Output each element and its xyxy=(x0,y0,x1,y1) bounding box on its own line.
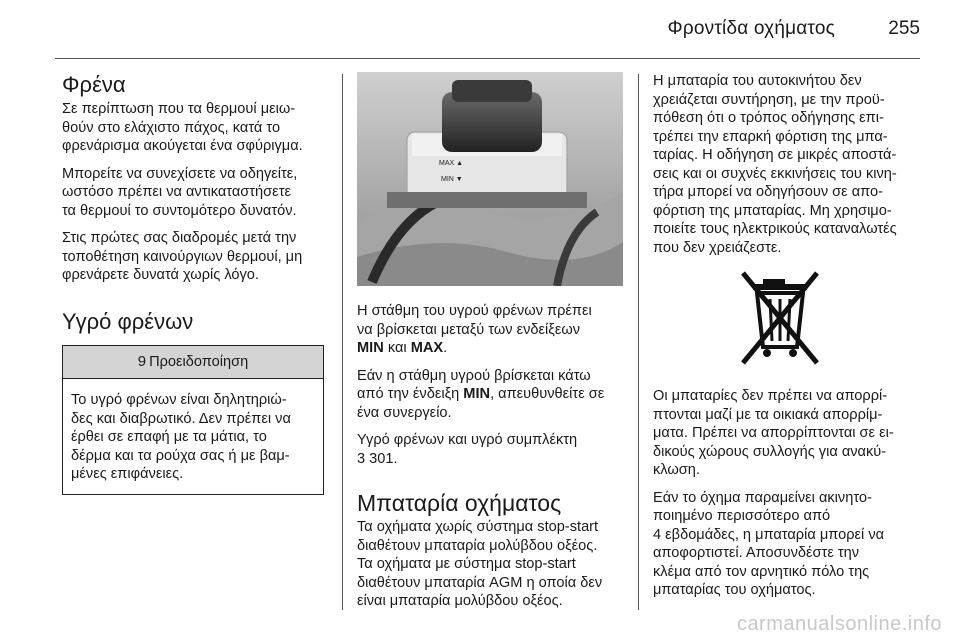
text-fragment: και xyxy=(383,340,411,356)
text-line: θούν στο ελάχιστο πάχος, κατά το xyxy=(62,119,281,136)
text-line: Η μπαταρία του αυτοκινήτου δεν xyxy=(653,73,862,89)
heading-brake-fluid: Υγρό φρένων xyxy=(62,308,194,334)
text-line: αποφορτιστεί. Αποσυνδέστε την xyxy=(653,545,860,561)
paragraph-battery-storage xyxy=(653,489,923,600)
text-line: Το υγρό φρένων είναι δηλητηριώ- xyxy=(71,392,287,408)
text-line: ταρίας. Η οδήγηση σε μικρές αποστά- xyxy=(653,147,897,163)
page-header-title: Φροντίδα οχήματος xyxy=(667,18,835,39)
paragraph-fluid-reference xyxy=(357,431,625,468)
text-fragment: , απευθυνθείτε σε xyxy=(490,386,605,402)
text-line: χρειάζεται συντήρηση, με την προϋ- xyxy=(653,91,885,108)
warning-header xyxy=(63,346,323,380)
text-line: Εάν το όχημα παραμείνει ακινητο- xyxy=(653,489,872,506)
paragraph-battery-maintenance xyxy=(653,72,923,257)
page-number: 255 xyxy=(888,18,920,39)
text-fragment: . xyxy=(443,340,448,356)
column-1 xyxy=(62,72,328,495)
text-line: δέρμα και τα ρούχα σας ή με βαμ- xyxy=(71,447,290,464)
paragraph-fluid-level xyxy=(357,302,625,358)
min-label: MIN xyxy=(357,340,384,356)
text-line: τρέπει την επαρκή φόρτιση της μπα- xyxy=(653,128,888,145)
heading-brakes: Φρένα xyxy=(62,72,126,97)
text-line: Τα οχήματα χωρίς σύστημα stop-start xyxy=(357,519,599,535)
warning-box xyxy=(62,345,324,495)
text-line: Μπορείτε να συνεχίσετε να οδηγείτε, xyxy=(62,165,298,182)
paragraph-brakes-3 xyxy=(62,229,328,285)
text-line: ωστόσο πρέπει να αντικαταστήσετε xyxy=(62,184,291,200)
text-line: κλέμα από τον αρνητικό πόλο της xyxy=(653,563,870,580)
column-divider-1 xyxy=(342,74,343,610)
text-line: τοποθέτηση καινούργιων θερμουί, μη xyxy=(62,248,303,265)
text-line: μένες επιφάνειες. xyxy=(71,466,184,482)
watermark: carmanualsonline.info xyxy=(736,613,942,635)
text-line: Τα οχήματα με σύστημα stop-start xyxy=(357,556,576,572)
text-line: που δεν χρειάζεστε. xyxy=(653,239,782,256)
paragraph-brakes-1 xyxy=(62,100,328,156)
max-mark-label: MAX ▲ xyxy=(439,160,464,167)
paragraph-brakes-2 xyxy=(62,165,328,221)
text-line: ποιείτε τους ηλεκτρικούς καταναλωτές xyxy=(653,221,897,237)
text-line: δικούς χώρους συλλογής για ανακύ- xyxy=(653,443,887,460)
crossed-bin-icon xyxy=(735,267,825,367)
text-line: 4 εβδομάδες, η μπαταρία μπορεί να xyxy=(653,526,885,543)
paragraph-battery-types xyxy=(357,518,625,611)
text-line: ποιημένο περισσότερο από xyxy=(653,508,831,524)
text-line: Εάν η στάθμη υγρού βρίσκεται κάτω xyxy=(357,367,591,384)
text-line: ένα συνεργείο. xyxy=(357,404,452,421)
text-line: τήρα μπορεί να οδηγήσουν σε απο- xyxy=(653,184,884,200)
warning-icon: 9 xyxy=(137,352,147,370)
text-fragment: από την ένδειξη xyxy=(357,386,464,402)
warning-text xyxy=(63,379,323,494)
text-line: Η στάθμη του υγρού φρένων πρέπει xyxy=(357,303,592,319)
column-3 xyxy=(653,72,923,609)
text-line: μπαταρίας του οχήματος. xyxy=(653,582,816,598)
warning-title: Προειδοποίηση xyxy=(149,353,249,370)
brake-fluid-reservoir-photo xyxy=(357,72,623,286)
text-line: Στις πρώτες σας διαδρομές μετά την xyxy=(62,230,297,246)
heading-vehicle-battery: Μπαταρία οχήματος xyxy=(357,490,562,516)
text-line: φρενάρετε δυνατά χωρίς λόγο. xyxy=(62,267,259,283)
min-mark-label: MIN ▼ xyxy=(441,176,463,183)
text-line: Σε περίπτωση που τα θερμουί μειω- xyxy=(62,101,296,117)
text-line: πόθεση ότι ο τρόπος οδήγησης επι- xyxy=(653,110,884,126)
text-line: διαθέτουν μπαταρία AGM η οποία δεν xyxy=(357,574,603,591)
text-line: να βρίσκεται μεταξύ των ενδείξεων xyxy=(357,321,581,338)
text-line: Υγρό φρένων και υγρό συμπλέκτη xyxy=(357,432,578,448)
text-line: διαθέτουν μπαταρία μολύβδου οξέος. xyxy=(357,537,598,554)
text-line: είναι μπαταρία μολύβδου οξέος. xyxy=(357,593,563,609)
text-line: φόρτιση της μπαταρίας. Μη χρησιμο- xyxy=(653,202,892,219)
paragraph-fluid-low xyxy=(357,367,625,423)
max-label: MAX xyxy=(410,340,444,356)
text-line: σεις και οι συχνές εκκινήσεις του κινη- xyxy=(653,165,897,182)
header-divider xyxy=(55,58,920,59)
text-line: φρενάρισμα ακούγεται ένα σφύριγμα. xyxy=(62,138,303,154)
text-line: έρθει σε επαφή με τα μάτια, το xyxy=(71,429,267,445)
reservoir-illustration xyxy=(357,72,623,286)
column-2 xyxy=(357,72,625,620)
text-line: δες και διαβρωτικό. Δεν πρέπει να xyxy=(71,410,291,427)
text-line: Οι μπαταρίες δεν πρέπει να απορρί- xyxy=(653,388,888,404)
text-line: τα θερμουί το συντομότερο δυνατόν. xyxy=(62,202,297,219)
column-divider-2 xyxy=(638,74,639,610)
text-line: κλωση. xyxy=(653,462,700,478)
paragraph-battery-disposal xyxy=(653,387,923,480)
text-line: ματα. Πρέπει να απορρίπτονται σε ει- xyxy=(653,425,894,441)
min-label: MIN xyxy=(463,386,491,402)
page-reference: 3 301. xyxy=(357,450,398,467)
text-line: πτονται μαζί με τα οικιακά απορρίμ- xyxy=(653,406,883,423)
